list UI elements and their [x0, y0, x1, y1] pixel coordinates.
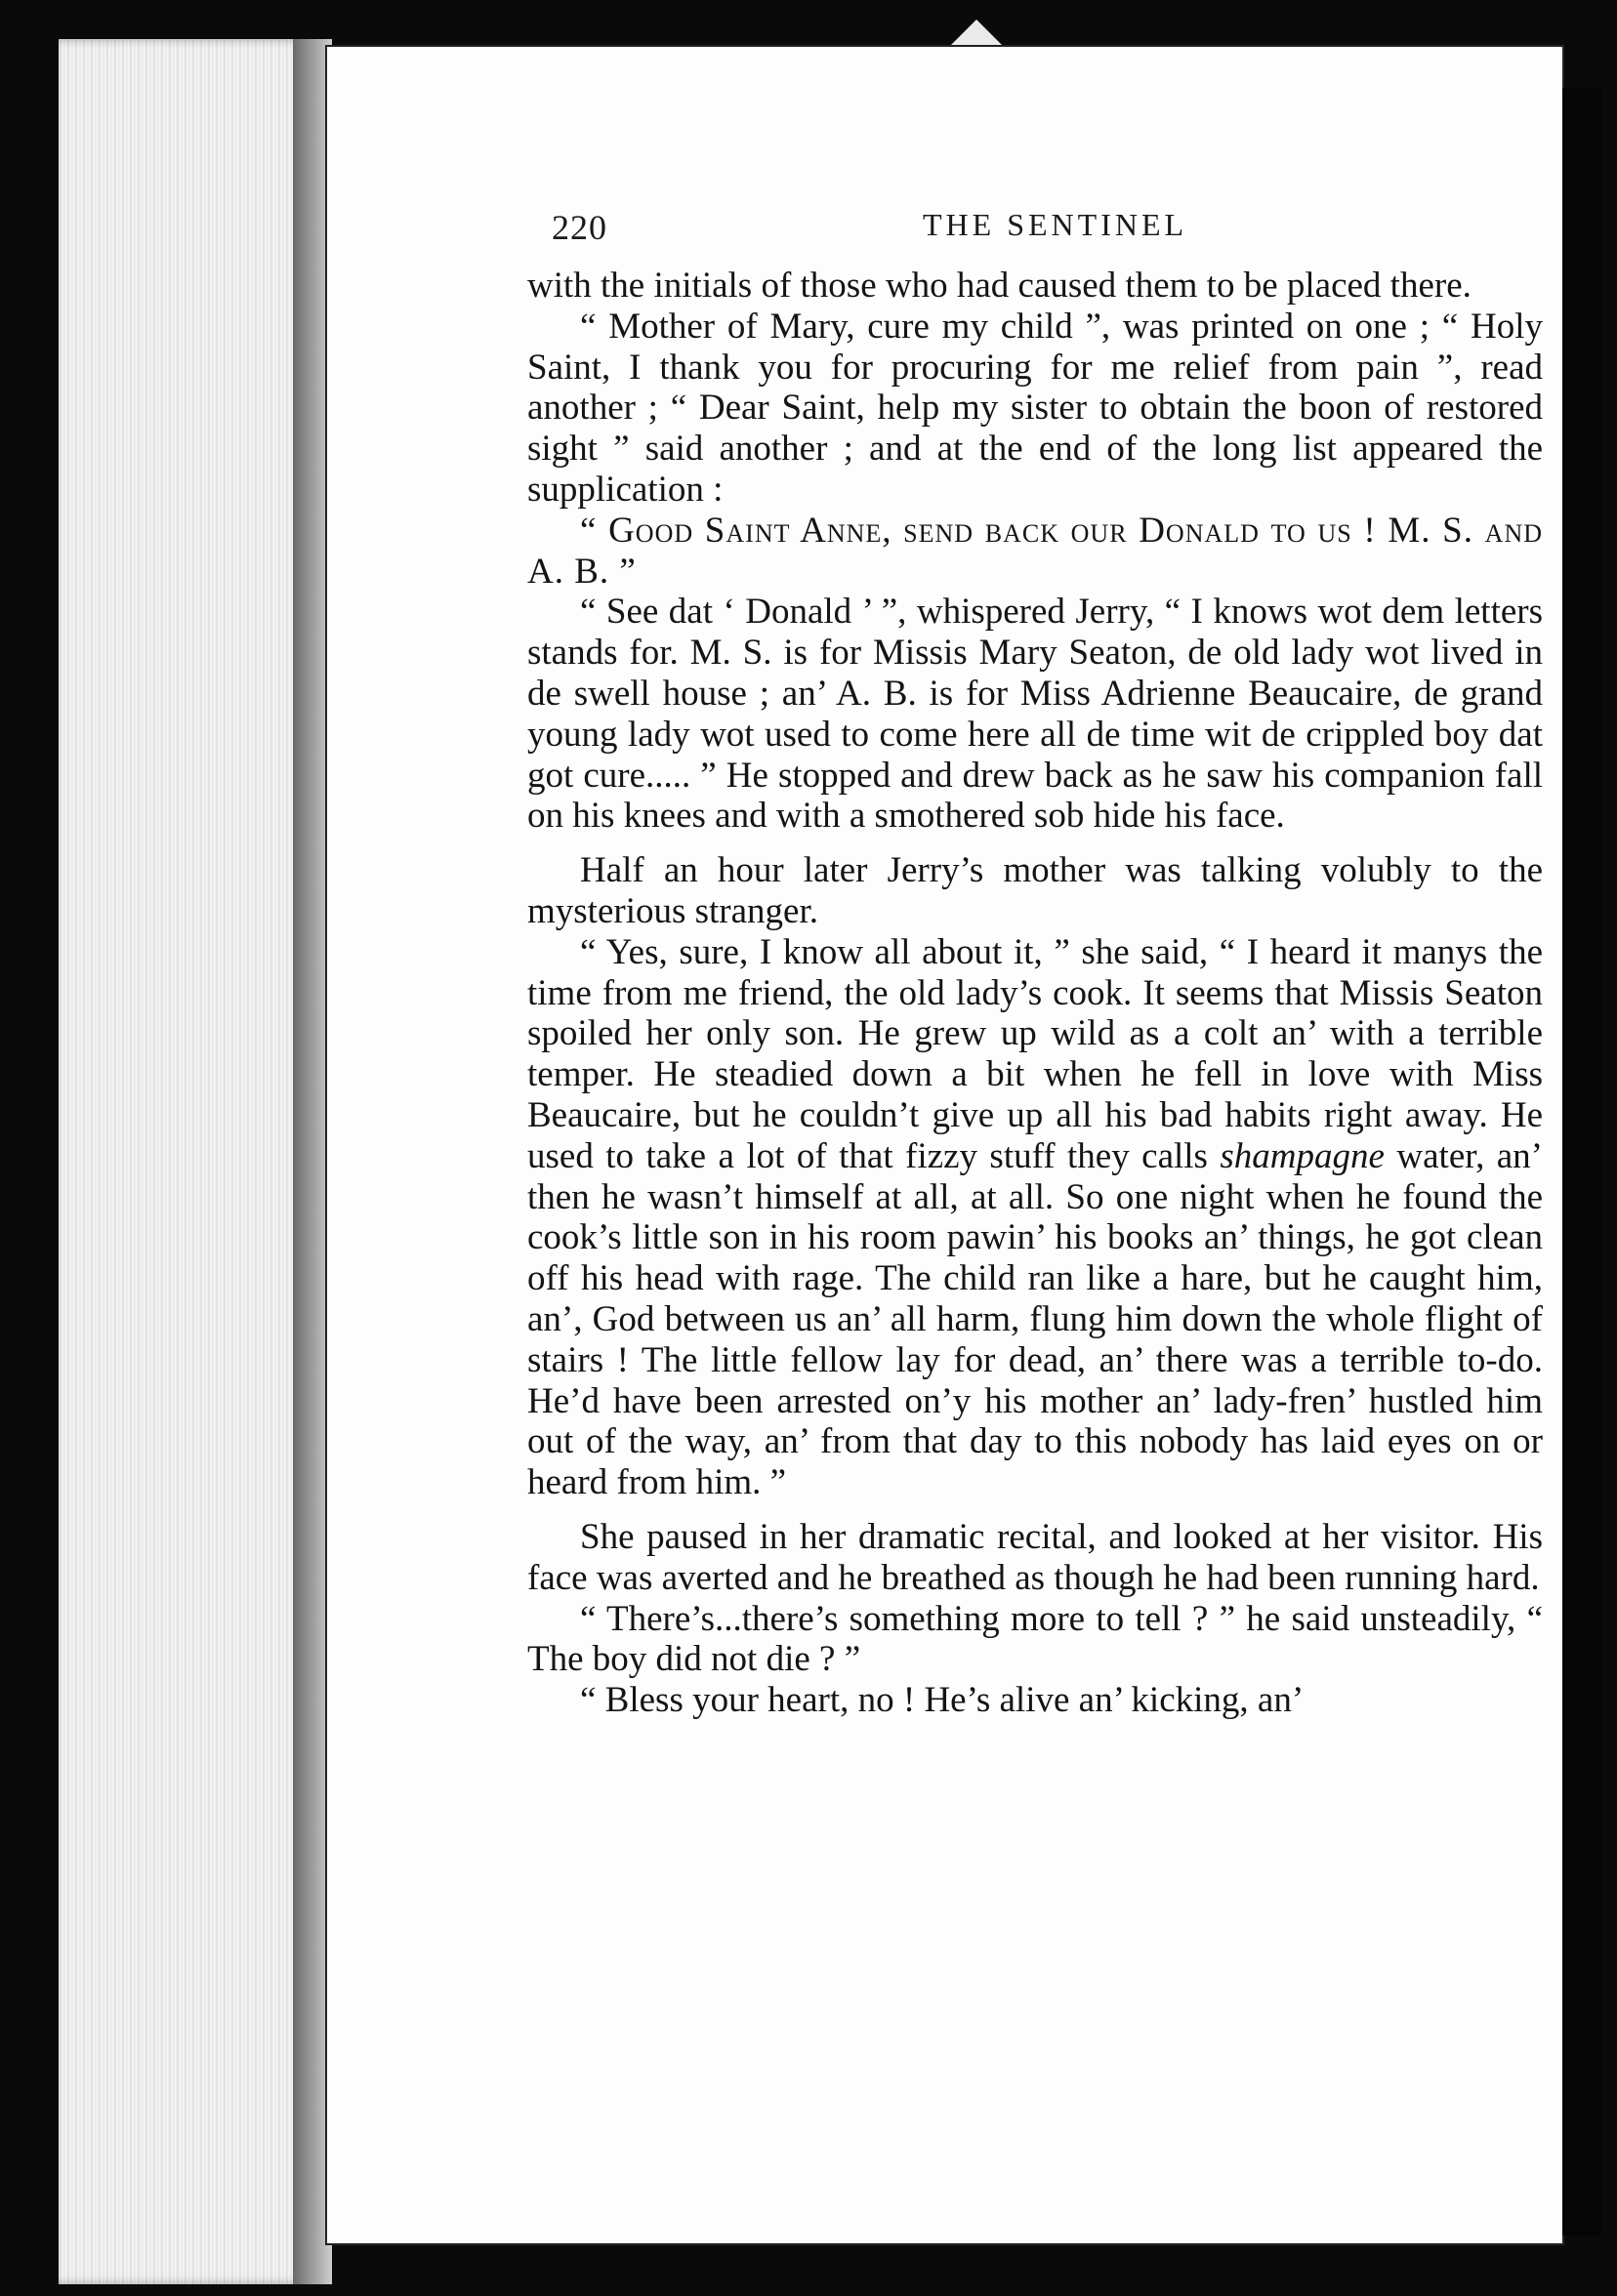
paragraph-1: with the initials of those who had caused them to be placed there.	[527, 266, 1472, 306]
paragraph-6	[527, 932, 1543, 1503]
paragraph-4: “ See dat ‘ Donald ’ ”, whispered Jerry, “ I knows wot dem letters stands for. M. S. is for Missis Mary Seaton, de old lady wot lived in de swell house ; an’ A. B. is for Miss Adrienne Beaucaire, de grand young lady wot used to come here all de time wit de crippled boy dat got cure..... ” He stopped and drew back as he saw his companion fall on his knees and with a smothered sob hide his face.	[527, 592, 1543, 837]
body-text	[527, 266, 1543, 1721]
running-header	[552, 207, 1528, 256]
italic-word: shampagne	[1220, 1135, 1385, 1176]
paragraph-2: “ Mother of Mary, cure my child ”, was printed on one ; “ Holy Saint, I thank you for procuring for me relief from pain ”, read another ; “ Dear Saint, help my sister to obtain the boon of restored sight ” said another ; and at the end of the long list appeared the supplication :	[527, 306, 1543, 510]
paragraph-supplication: “ Good Saint Anne, send back our Donald to us ! M. S. and A. B. ”	[527, 510, 1543, 592]
paragraph-8: “ There’s...there’s something more to tell ? ” he said unsteadily, “ The boy did not die ? ”	[527, 1598, 1543, 1680]
paragraph-6-part-a: “ Yes, sure, I know all about it, ” she said, “ I heard it manys the time from me friend, the old lady’s cook. It seems that Missis Seaton spoiled her only son. He grew up wild as a colt an’ with a terrible temper. He steadied down a bit when he fell in love with Miss Beaucaire, but he couldn’t give up all his bad habits right away. He used to take a lot of that fizzy stuff they calls	[527, 931, 1543, 1176]
running-title: THE SENTINEL	[923, 207, 1188, 242]
paragraph-5: Half an hour later Jerry’s mother was talking volubly to the mysterious stranger.	[527, 850, 1543, 931]
book-right-edge	[1562, 88, 1601, 2235]
page-number: 220	[552, 208, 607, 247]
paragraph-6-part-b: water, an’ then he wasn’t himself at all, at all. So one night when he found the cook’s little son in his room pawin’ his books an’ things, he got clean off his head with rage. The child ran like a hare, but he caught him, an’, God between us an’ all harm, flung him down the whole flight of stairs ! The little fellow lay for dead, an’ there was a terrible to-do. He’d have been arrested on’y his mother an’ lady-fren’ hustled him out of the way, an’ from that day to this nobody has laid eyes on or heard from him. ”	[527, 1135, 1544, 1503]
book-page-edges	[59, 39, 312, 2284]
page-gutter-shadow	[293, 39, 332, 2284]
paragraph-7: She paused in her dramatic recital, and looked at her visitor. His face was averted and he breathed as though he had been running hard.	[527, 1516, 1543, 1598]
paragraph-9: “ Bless your heart, no ! He’s alive an’ kicking, an’	[580, 1680, 1305, 1721]
